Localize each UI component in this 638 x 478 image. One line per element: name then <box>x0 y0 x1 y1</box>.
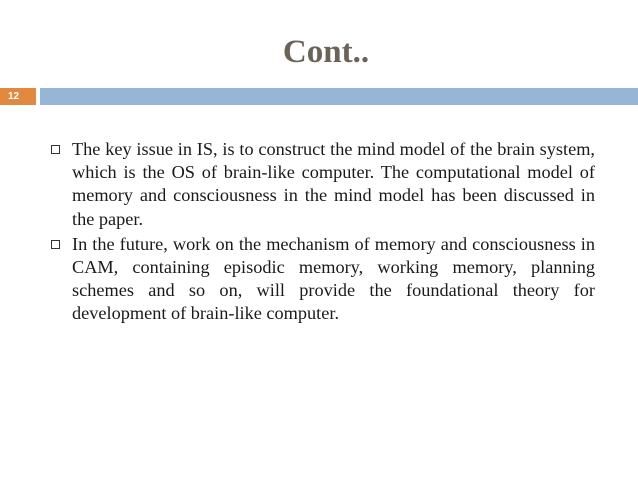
header-band <box>0 88 638 105</box>
bullet-text: The key issue in IS, is to construct the mind model of the brain system, which is the OS of brain-like computer. The computational model of memory and consciousness in the mind model has been discussed in the paper. <box>72 139 595 229</box>
bullet-item <box>51 233 609 326</box>
bullet-text: In the future, work on the mechanism of memory and consciousness in CAM, containing episodic memory, working memory, planning schemes and so on, will provide the foundational theory for development of brain-like computer. <box>72 233 609 324</box>
hollow-square-bullet-icon <box>51 240 60 249</box>
bullet-list <box>51 138 609 328</box>
slide-title: Cont.. <box>282 34 370 70</box>
slide-number: 12 <box>0 88 36 105</box>
hollow-square-bullet-icon <box>51 145 60 154</box>
accent-bar <box>40 88 638 105</box>
bullet-item <box>51 138 595 231</box>
